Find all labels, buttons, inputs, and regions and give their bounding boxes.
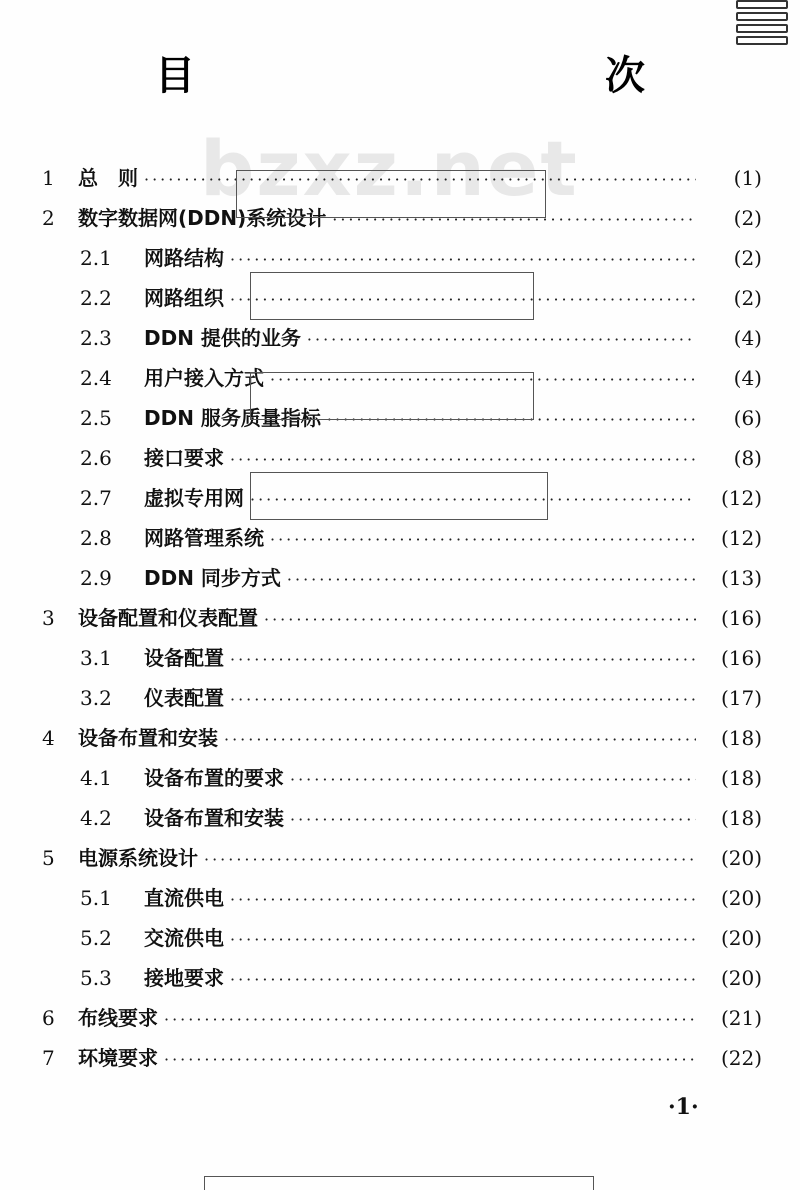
toc-entry-number: 5 xyxy=(42,846,55,870)
toc-entry-number: 2.7 xyxy=(80,486,112,510)
dot-leader xyxy=(287,570,696,589)
toc-entry-page: (18) xyxy=(720,726,762,750)
toc-entry-title: 设备配置和仪表配置 xyxy=(78,606,258,630)
toc-entry-title: 接地要求 xyxy=(144,966,224,990)
toc-entry[interactable] xyxy=(42,842,762,872)
toc-entry-number: 7 xyxy=(42,1046,55,1070)
toc-entry-page: (20) xyxy=(720,846,762,870)
dot-leader xyxy=(164,1050,696,1069)
toc-entry-page: (20) xyxy=(720,966,762,990)
toc-entry[interactable] xyxy=(80,322,762,352)
toc-entry-title: 设备布置的要求 xyxy=(144,766,284,790)
toc-entry-number: 5.2 xyxy=(80,926,112,950)
toc-entry-number: 4.1 xyxy=(80,766,112,790)
toc-entry[interactable] xyxy=(42,722,762,752)
toc-entry[interactable] xyxy=(80,242,762,272)
toc-entry-page: (6) xyxy=(733,406,762,430)
toc-entry-title: 数字数据网(DDN)系统设计 xyxy=(78,206,327,230)
toc-entry-number: 1 xyxy=(42,166,55,190)
toc-entry[interactable] xyxy=(80,642,762,672)
toc-entry-number: 3 xyxy=(42,606,55,630)
toc-entry[interactable] xyxy=(80,762,762,792)
toc-entry-page: (2) xyxy=(733,286,762,310)
toc-entry[interactable] xyxy=(80,882,762,912)
toc-entry-page: (2) xyxy=(733,246,762,270)
toc-entry-number: 2.8 xyxy=(80,526,112,550)
toc-entry-number: 2.6 xyxy=(80,446,112,470)
dot-leader xyxy=(230,890,696,909)
toc-entry-title: 设备布置和安装 xyxy=(78,726,218,750)
toc-entry-title: 网路管理系统 xyxy=(144,526,264,550)
stamp-box xyxy=(250,372,534,420)
corner-mark xyxy=(736,0,788,48)
page-number: ·1· xyxy=(668,1094,699,1120)
toc-entry[interactable] xyxy=(80,682,762,712)
dot-leader xyxy=(204,850,696,869)
footer-bar xyxy=(204,1176,594,1190)
stamp-box xyxy=(250,472,548,520)
toc-entry-title: 电源系统设计 xyxy=(78,846,198,870)
toc-entry-title: 交流供电 xyxy=(144,926,224,950)
toc-entry-title: 总 则 xyxy=(78,166,138,190)
toc-entry-number: 4.2 xyxy=(80,806,112,830)
toc-entry-page: (18) xyxy=(720,766,762,790)
dot-leader xyxy=(230,650,696,669)
toc-entry-number: 2.3 xyxy=(80,326,112,350)
dot-leader xyxy=(230,250,696,269)
toc-entry-title: DDN 服务质量指标 xyxy=(144,406,321,430)
toc-entry-title: 网路组织 xyxy=(144,286,224,310)
toc-entry-page: (12) xyxy=(720,486,762,510)
toc-entry[interactable] xyxy=(80,522,762,552)
dot-leader xyxy=(290,770,696,789)
dot-leader xyxy=(224,730,696,749)
toc-entry-number: 4 xyxy=(42,726,55,750)
toc-entry-page: (16) xyxy=(720,606,762,630)
toc-entry-title: DDN 同步方式 xyxy=(144,566,281,590)
dot-leader xyxy=(164,1010,696,1029)
dot-leader xyxy=(264,610,696,629)
toc-entry-title: 设备配置 xyxy=(144,646,224,670)
dot-leader xyxy=(230,930,696,949)
toc-entry-page: (16) xyxy=(720,646,762,670)
toc-entry-page: (22) xyxy=(720,1046,762,1070)
toc-entry-number: 3.1 xyxy=(80,646,112,670)
dot-leader xyxy=(270,530,696,549)
toc-entry-title: 网路结构 xyxy=(144,246,224,270)
toc-entry[interactable] xyxy=(42,1002,762,1032)
toc-entry-page: (21) xyxy=(720,1006,762,1030)
toc-entry[interactable] xyxy=(42,602,762,632)
toc-entry[interactable] xyxy=(80,802,762,832)
toc-entry-page: (2) xyxy=(733,206,762,230)
page-title: 目 次 xyxy=(155,53,755,99)
toc-entry-title: 仪表配置 xyxy=(144,686,224,710)
dot-leader xyxy=(290,810,696,829)
toc-entry-page: (12) xyxy=(720,526,762,550)
toc-entry-title: 用户接入方式 xyxy=(144,366,264,390)
toc-entry-number: 2.1 xyxy=(80,246,112,270)
toc-entry-page: (4) xyxy=(733,366,762,390)
toc-entry-title: 设备布置和安装 xyxy=(144,806,284,830)
toc-entry-page: (1) xyxy=(733,166,762,190)
toc-entry-number: 2.9 xyxy=(80,566,112,590)
toc-entry-title: 接口要求 xyxy=(144,446,224,470)
toc-entry-number: 2 xyxy=(42,206,55,230)
toc-entry-title: 环境要求 xyxy=(78,1046,158,1070)
toc-entry-page: (13) xyxy=(720,566,762,590)
watermark: bzxz.net xyxy=(200,124,579,213)
toc-entry-title: 虚拟专用网 xyxy=(144,486,244,510)
toc-entry[interactable] xyxy=(80,442,762,472)
toc-entry[interactable] xyxy=(42,1042,762,1072)
toc-entry-page: (20) xyxy=(720,886,762,910)
dot-leader xyxy=(230,970,696,989)
toc-entry-number: 6 xyxy=(42,1006,55,1030)
toc-entry-title: DDN 提供的业务 xyxy=(144,326,301,350)
dot-leader xyxy=(230,690,696,709)
stamp-box xyxy=(250,272,534,320)
toc-entry-page: (20) xyxy=(720,926,762,950)
toc-entry-page: (17) xyxy=(720,686,762,710)
toc-entry-number: 2.2 xyxy=(80,286,112,310)
toc-entry-number: 3.2 xyxy=(80,686,112,710)
toc-entry-number: 5.3 xyxy=(80,966,112,990)
dot-leader xyxy=(307,330,696,349)
toc-entry-page: (4) xyxy=(733,326,762,350)
toc-entry-title: 布线要求 xyxy=(78,1006,158,1030)
stamp-box xyxy=(236,170,546,218)
toc-entry-title: 直流供电 xyxy=(144,886,224,910)
toc-entry-number: 5.1 xyxy=(80,886,112,910)
toc-entry-page: (18) xyxy=(720,806,762,830)
dot-leader xyxy=(230,450,696,469)
toc-entry-number: 2.4 xyxy=(80,366,112,390)
toc-entry[interactable] xyxy=(80,922,762,952)
toc-entry-number: 2.5 xyxy=(80,406,112,430)
toc-entry-page: (8) xyxy=(733,446,762,470)
toc-entry[interactable] xyxy=(80,562,762,592)
toc-entry[interactable] xyxy=(80,962,762,992)
